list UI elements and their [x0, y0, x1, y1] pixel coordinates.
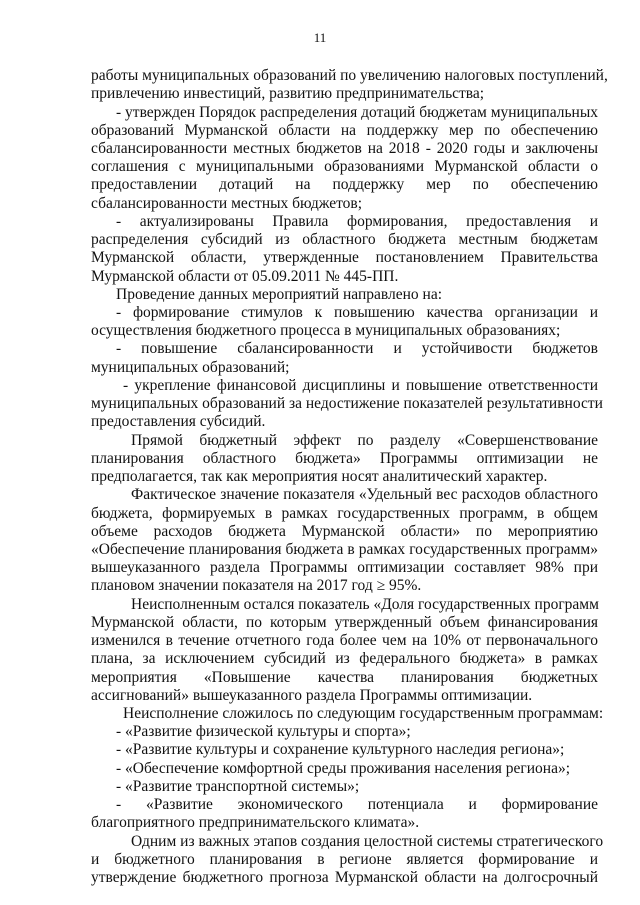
- text-line: предоставлении дотаций на поддержку мер по обеспечению: [91, 176, 598, 194]
- text-line: вышеуказанного раздела Программы оптимизации составляет 98% при: [91, 559, 598, 577]
- text-line: - «Обеспечение комфортной среды проживания населения региона»;: [116, 759, 571, 777]
- text-line: изменился в течение отчетного года более чем на 10% от первоначального: [91, 632, 598, 649]
- text-line: предоставления субсидий.: [91, 413, 266, 431]
- text-line: Проведение данных мероприятий направлено на:: [116, 285, 443, 303]
- text-line: распределения субсидий из областного бюджета местным бюджетам: [91, 231, 598, 248]
- text-line: привлечению инвестиций, развитию предпринимательства;: [91, 85, 485, 103]
- text-line: бюджета, формируемых в рамках государственных программ, в общем: [91, 504, 598, 522]
- text-line: «Обеспечение планирования бюджета в рамках государственных программ»: [91, 540, 598, 558]
- text-line: Мурманской области, по которым утвержденный объем финансирования: [91, 613, 598, 631]
- text-line: мероприятия «Повышение качества планирования бюджетных: [91, 668, 598, 686]
- text-line: работы муниципальных образований по увеличению налоговых поступлений,: [91, 67, 608, 84]
- text-line: сбалансированности местных бюджетов;: [91, 194, 363, 212]
- text-line: Одним из важных этапов создания целостной системы стратегического: [131, 832, 604, 850]
- text-line: Мурманской области, утвержденные постановлением Правительства: [91, 249, 598, 267]
- text-line: сбалансированности местных бюджетов на 2018 - 2020 годы и заключены: [91, 139, 598, 157]
- text-line: образований Мурманской области на поддержку мер по обеспечению: [91, 121, 598, 139]
- text-line: плановом значении показателя на 2017 год ≥ 95%.: [91, 577, 422, 595]
- text-line: осуществления бюджетного процесса в муниципальных образованиях;: [91, 322, 561, 340]
- text-line: - утвержден Порядок распределения дотаций бюджетам муниципальных: [116, 103, 598, 121]
- text-line: - укрепление финансовой дисциплины и повышение ответственности: [123, 376, 598, 394]
- text-line: и бюджетного планирования в регионе является формирование и: [91, 850, 598, 868]
- text-line: - «Развитие экономического потенциала и формирование: [116, 796, 598, 814]
- text-line: - «Развитие культуры и сохранение культурного наследия региона»;: [116, 741, 565, 759]
- text-line: объеме расходов бюджета Мурманской области» по мероприятию: [91, 522, 598, 540]
- text-line: Прямой бюджетный эффект по разделу «Совершенствование: [131, 431, 598, 449]
- text-line: - «Развитие физической культуры и спорта»;: [116, 723, 411, 741]
- text-line: соглашения с муниципальными образованиями Мурманской области о: [91, 158, 598, 176]
- text-line: муниципальных образований за недостижение показателей результативности: [91, 395, 603, 413]
- page-number: 11: [313, 30, 327, 45]
- text-line: - актуализированы Правила формирования, предоставления и: [116, 212, 598, 230]
- text-line: ассигнований» вышеуказанного раздела Программы оптимизации.: [91, 686, 533, 704]
- text-line: Неисполненным остался показатель «Доля государственных программ: [131, 595, 599, 613]
- text-line: утверждение бюджетного прогноза Мурманской области на долгосрочный: [91, 869, 598, 886]
- text-line: плана, за исключением субсидий из федерального бюджета» в рамках: [91, 650, 598, 668]
- text-line: - «Развитие транспортной системы»;: [116, 777, 360, 795]
- text-line: благоприятного предпринимательского климата».: [91, 814, 420, 832]
- text-line: - формирование стимулов к повышению качества организации и: [116, 304, 598, 321]
- text-line: Мурманской области от 05.09.2011 № 445-ПП.: [91, 267, 399, 285]
- text-line: - повышение сбалансированности и устойчивости бюджетов: [116, 340, 598, 358]
- text-line: Фактическое значение показателя «Удельный вес расходов областного: [131, 486, 598, 504]
- text-line: планирования областного бюджета» Программы оптимизации не: [91, 449, 598, 467]
- text-line: Неисполнение сложилось по следующим государственным программам:: [123, 705, 604, 722]
- text-line: предполагается, так как мероприятия носят аналитический характер.: [91, 468, 548, 485]
- text-line: муниципальных образований;: [91, 358, 290, 376]
